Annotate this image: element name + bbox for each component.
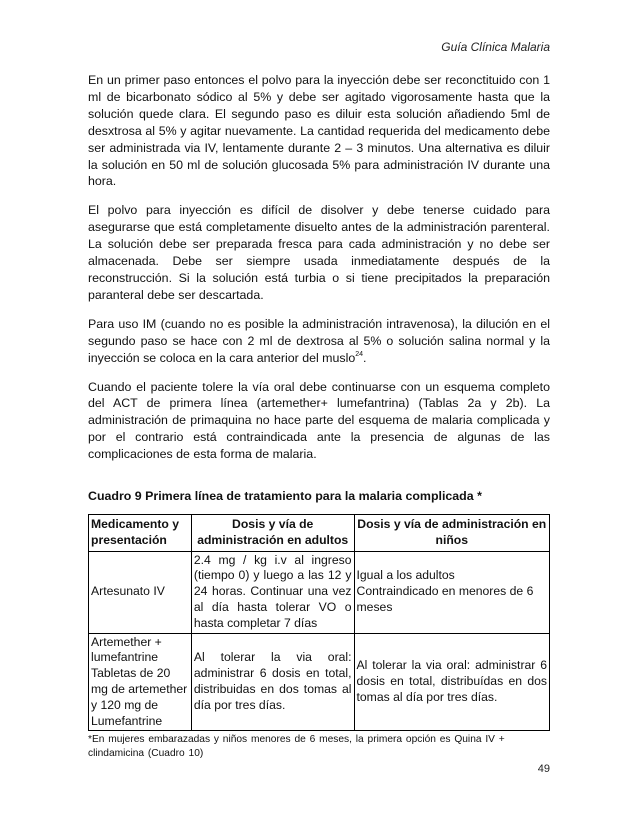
page-number: 49 [537, 763, 550, 775]
table-row [89, 633, 550, 731]
paragraph-im-use [88, 316, 550, 367]
cell-drug-artesunate: Artesunato IV [89, 551, 192, 633]
im-use-end: . [363, 350, 367, 365]
table-row [89, 551, 550, 633]
cell-drug-artemether: Artemether + lumefantrine Tabletas de 20 mg de artemether y 120 mg de Lumefantrine [89, 633, 192, 731]
paragraph-oral-continuation: Cuando el paciente tolere la vía oral debe continuarse con un esquema completo del ACT de primera línea (artemether+ lumefantrina) (Tablas 2a y 2b). La administración de primaquina no hace parte del esquema de malaria complicada y por el contrario está contraindicada ante la presencia de algunas de las complicaciones de esta forma de malaria. [88, 379, 550, 462]
child-dose-line: Igual a los adultos [356, 568, 455, 583]
header-adult-dose: Dosis y vía de administración en adultos [191, 515, 354, 552]
running-header: Guía Clínica Malaria [441, 40, 550, 54]
header-child-dose: Dosis y vía de administración en niños [354, 515, 549, 552]
child-dose-contraindication: Contraindicado en menores de 6 meses [356, 584, 534, 615]
cell-adult-dose-artesunate: 2.4 mg / kg i.v al ingreso (tiempo 0) y luego a las 12 y 24 horas. Continuar una vez al día hasta tolerar VO o hasta completar 7 días [191, 551, 354, 633]
im-use-text: Para uso IM (cuando no es posible la administración intravenosa), la dilución en el segundo paso se hace con 2 ml de dextrosa al 5% o solución salina normal y la inyección se coloca en la cara anterior del muslo [88, 316, 550, 365]
table-header-row [89, 515, 550, 552]
page-content [88, 72, 550, 761]
paragraph-powder-handling: El polvo para inyección es difícil de disolver y debe tenerse cuidado para asegurarse que está completamente disuelto antes de la administración parenteral. La solución debe ser preparada fresca para cada administración y no debe ser almacenada. Debe ser siempre usada inmediatamente después de la reconstrucción. Si la solución está turbia o si tiene precipitados la preparación paranteral debe ser descartada. [88, 203, 550, 302]
cell-child-dose-artesunate [354, 551, 549, 633]
cell-child-dose-artemether: Al tolerar la via oral: administrar 6 dosis en total, distribuídas en dos tomas al día por tres días. [354, 633, 549, 731]
cell-adult-dose-artemether: Al tolerar la via oral: administrar 6 dosis en total, distribuidas en dos tomas al día por tres días. [191, 633, 354, 731]
reference-superscript: 24 [355, 350, 364, 358]
header-medication: Medicamento y presentación [89, 515, 192, 552]
table-footnote: *En mujeres embarazadas y niños menores de 6 meses, la primera opción es Quina IV + clindamicina (Cuadro 10) [88, 734, 505, 760]
paragraph-reconstitution: En un primer paso entonces el polvo para la inyección debe ser reconctituido con 1 ml de bicarbonato sódico al 5% y debe ser agitado vigorosamente hasta que la solución quede clara. El segundo paso es diluir esta solución añadiendo 5ml de desxtrosa al 5% y agitar nuevamente. La cantidad requerida del medicamento debe ser administrada via IV, lentamente durante 2 – 3 minutos. Una alternativa es diluir la solución en 50 ml de solución glucosada 5% para administración IV durante una hora. [88, 73, 550, 189]
table-title: Cuadro 9 Primera línea de tratamiento para la malaria complicada * [88, 489, 482, 504]
treatment-table [88, 514, 550, 731]
